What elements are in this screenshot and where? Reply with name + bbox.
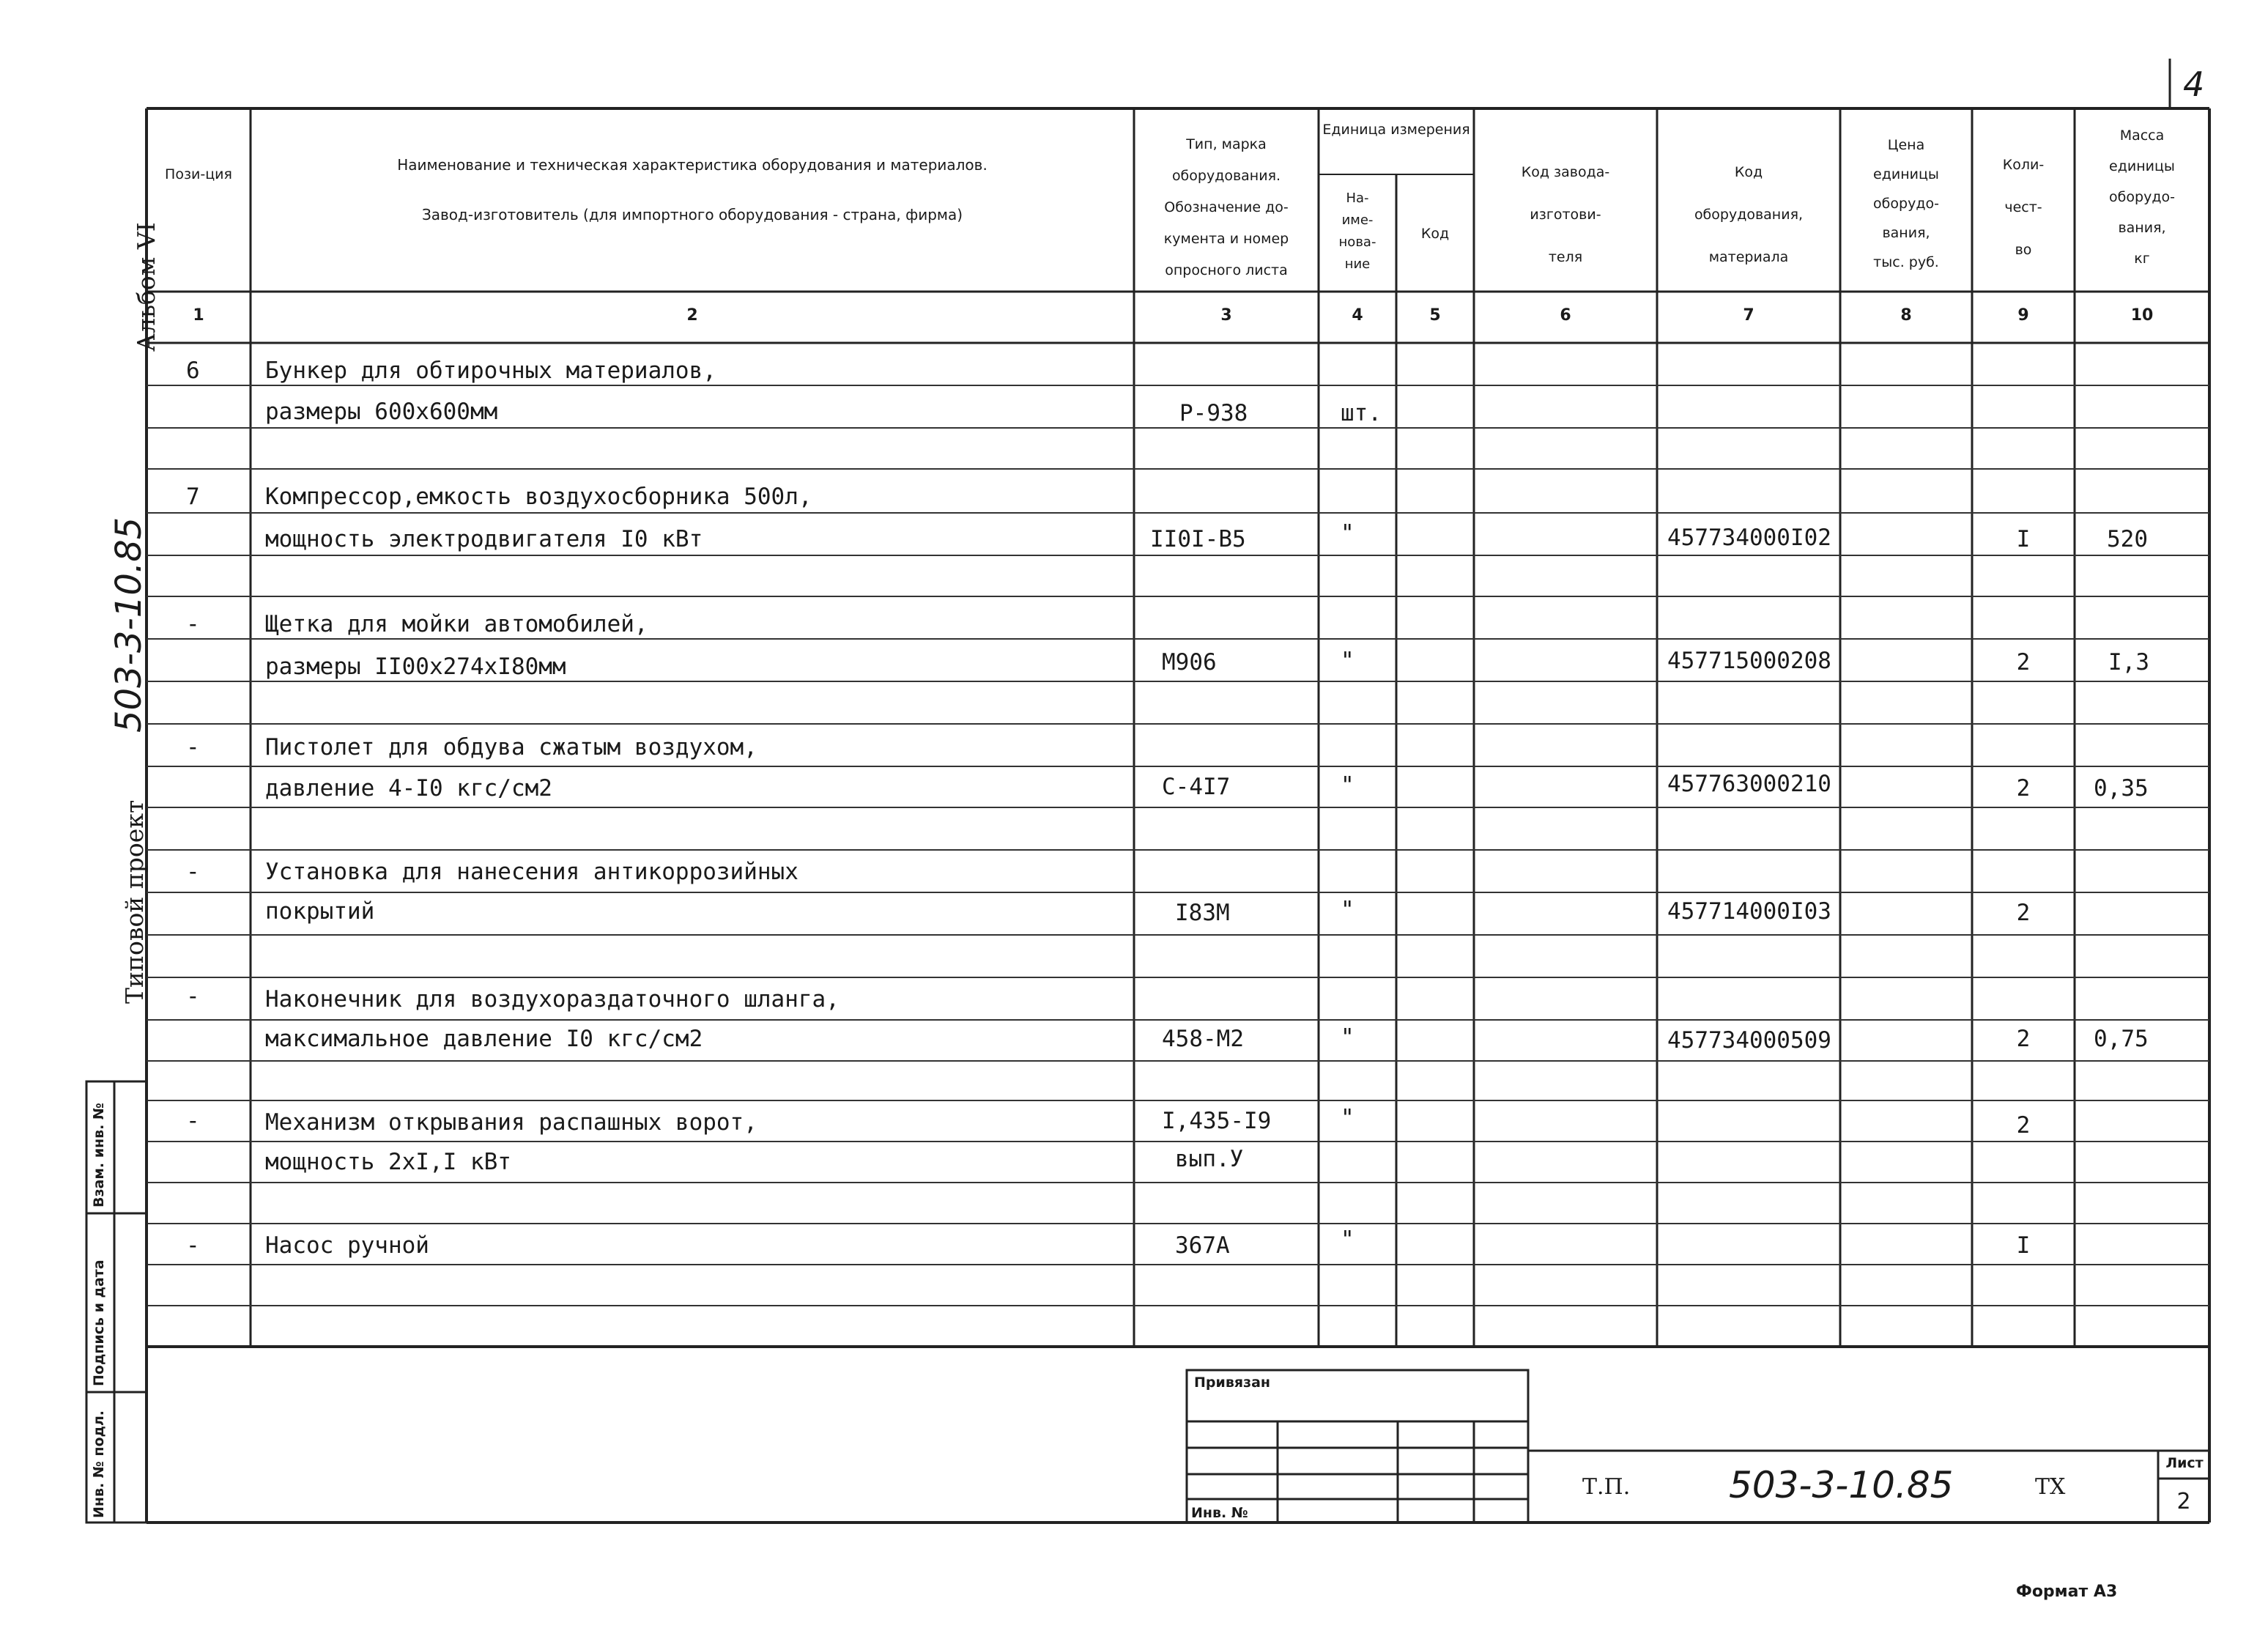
- header-type-line: кумента и номер: [1163, 231, 1289, 247]
- column-number: 3: [1220, 306, 1232, 325]
- row-name-line1: Компрессор,емкость воздухосборника 500л,: [265, 484, 812, 510]
- row-type: Р-938: [1179, 400, 1248, 426]
- row-name-line2: покрытий: [265, 898, 375, 925]
- side-label-project-number: 503-3-10.85: [108, 517, 149, 733]
- column-number: 5: [1429, 306, 1441, 325]
- side-label-typical-project: Типовой проект: [120, 799, 149, 1004]
- row-name-line1: Установка для нанесения антикоррозийных: [265, 859, 798, 885]
- row-code: 457734000509: [1667, 1027, 1831, 1054]
- header-quantity: [1972, 144, 2075, 271]
- header-price: [1840, 130, 1972, 277]
- row-position: -: [186, 734, 200, 761]
- column-number: 6: [1560, 306, 1571, 325]
- row-name-line1: Механизм открывания распашных ворот,: [265, 1109, 757, 1136]
- header-price-line: единицы: [1873, 166, 1939, 182]
- header-price-line: тыс. руб.: [1873, 254, 1939, 270]
- column-number: 4: [1352, 306, 1363, 325]
- row-code: 457715000208: [1667, 648, 1831, 674]
- row-type: М906: [1162, 649, 1217, 676]
- title-project-code: 503-3-10.85: [1729, 1464, 1954, 1506]
- title-inv-no: Инв. №: [1191, 1505, 1248, 1521]
- column-number: 1: [193, 306, 204, 325]
- row-position: -: [186, 983, 200, 1010]
- header-manufacturer-code-line: изготови-: [1530, 207, 1601, 223]
- row-mass: 0,75: [2094, 1026, 2149, 1052]
- row-unit: ": [1341, 1024, 1354, 1051]
- header-type-line: Тип, марка: [1186, 136, 1267, 152]
- row-qty: I: [2016, 1232, 2031, 1259]
- row-position: 6: [186, 358, 200, 384]
- header-unit-name: На-име-нова-ние: [1338, 190, 1376, 272]
- sheet-corner-number: 4: [2183, 64, 2205, 104]
- header-price-line: оборудо-: [1873, 196, 1939, 212]
- row-position: -: [186, 1232, 200, 1259]
- row-name-line1: Щетка для мойки автомобилей,: [265, 611, 648, 637]
- header-unit-code: Код: [1420, 226, 1450, 242]
- stamp-podpis-data: Подпись и дата: [91, 1259, 107, 1386]
- row-unit: ": [1341, 897, 1354, 923]
- row-position: -: [186, 611, 200, 637]
- row-name-line2: размеры II00х274хI80мм: [265, 654, 566, 680]
- row-type: 458-М2: [1162, 1026, 1244, 1052]
- header-mass: [2075, 120, 2209, 274]
- header-equipment-code-line: Код: [1734, 164, 1763, 180]
- column-number: 7: [1743, 306, 1754, 325]
- header-price-line: вания,: [1882, 225, 1930, 241]
- header-name-line1: Наименование и техническая характеристика оборудования и материалов.: [397, 156, 987, 174]
- header-position: Пози-ция: [165, 166, 232, 182]
- row-qty: 2: [2016, 1026, 2031, 1052]
- row-unit: ": [1341, 772, 1354, 799]
- row-name-line2: максимальное давление I0 кгс/см2: [265, 1026, 703, 1052]
- row-mass: 520: [2107, 526, 2148, 552]
- format-label: Формат А3: [2016, 1583, 2118, 1601]
- header-quantity-line: чест-: [2004, 199, 2042, 215]
- column-number: 2: [686, 306, 698, 325]
- row-type: С-4I7: [1162, 774, 1231, 800]
- row-type: II0I-В5: [1150, 526, 1246, 552]
- stamp-inv-podl: Инв. № подл.: [91, 1410, 107, 1518]
- header-type-line: оборудования.: [1171, 168, 1281, 184]
- row-qty: 2: [2016, 649, 2031, 676]
- row-qty: 2: [2016, 1112, 2031, 1139]
- title-privyazan: Привязан: [1194, 1375, 1271, 1391]
- header-type-line: Обозначение до-: [1164, 199, 1289, 215]
- column-number: 9: [2017, 306, 2029, 325]
- row-name-line1: Насос ручной: [265, 1232, 429, 1259]
- row-unit: ": [1341, 648, 1354, 674]
- row-name-line2: мощность электродвигателя I0 кВт: [265, 526, 703, 552]
- row-position: -: [186, 859, 200, 885]
- header-name-line2: Завод-изготовитель (для импортного оборудования - страна, фирма): [421, 206, 963, 223]
- row-type: I83М: [1175, 900, 1230, 926]
- column-number: 10: [2130, 306, 2154, 325]
- row-code: 457763000210: [1667, 771, 1831, 797]
- row-name-line2: мощность 2хI,I кВт: [265, 1149, 511, 1175]
- row-name-line1: Пистолет для обдува сжатым воздухом,: [265, 734, 757, 761]
- header-manufacturer-code-line: теля: [1548, 249, 1583, 265]
- header-price-line: Цена: [1887, 137, 1925, 153]
- row-unit: ": [1341, 1105, 1354, 1131]
- header-quantity-line: во: [2015, 242, 2032, 258]
- column-number: 8: [1900, 306, 1912, 325]
- header-type-line: опросного листа: [1165, 262, 1288, 278]
- row-type: 367А: [1175, 1232, 1230, 1259]
- header-manufacturer-code: [1474, 151, 1657, 278]
- row-position: 7: [186, 484, 200, 510]
- side-label-album: Альбом VI: [132, 222, 160, 352]
- row-mass: I,3: [2108, 649, 2149, 676]
- row-unit: ": [1341, 1227, 1354, 1253]
- header-equipment-code: [1657, 151, 1840, 278]
- header-mass-line: Масса: [2119, 127, 2165, 144]
- header-equipment-code-line: оборудования,: [1694, 207, 1804, 223]
- title-section: ТХ: [2035, 1474, 2066, 1500]
- header-manufacturer-code-line: Код завода-: [1521, 164, 1610, 180]
- header-unit: Единица измерения: [1322, 122, 1470, 138]
- row-qty: 2: [2016, 900, 2031, 926]
- row-code: 457714000I03: [1667, 898, 1831, 925]
- title-sheet-label: Лист: [2165, 1455, 2204, 1471]
- title-sheet-number: 2: [2176, 1489, 2191, 1514]
- stamp-vzam-inv: Взам. инв. №: [91, 1103, 107, 1207]
- row-name-line1: Наконечник для воздухораздаточного шланга,: [265, 986, 840, 1013]
- header-equipment-code-line: материала: [1708, 249, 1789, 265]
- row-mass: 0,35: [2094, 775, 2149, 802]
- header-type: [1134, 129, 1319, 286]
- row-position: -: [186, 1108, 200, 1134]
- title-tp: Т.П.: [1582, 1474, 1631, 1500]
- header-mass-line: оборудо-: [2109, 189, 2175, 205]
- row-type-line2: вып.У: [1175, 1146, 1244, 1172]
- row-name-line1: Бункер для обтирочных материалов,: [265, 358, 716, 384]
- row-name-line2: размеры 600х600мм: [265, 399, 498, 425]
- row-code: 457734000I02: [1667, 525, 1831, 551]
- row-name-line2: давление 4-I0 кгс/см2: [265, 775, 552, 802]
- row-unit: ": [1341, 520, 1354, 547]
- row-qty: 2: [2016, 775, 2031, 802]
- header-quantity-line: Коли-: [2002, 157, 2045, 173]
- header-mass-line: единицы: [2109, 158, 2175, 174]
- header-mass-line: вания,: [2118, 220, 2166, 236]
- row-type-line1: I,435-I9: [1162, 1108, 1272, 1134]
- row-qty: I: [2016, 526, 2031, 552]
- row-unit: шт.: [1341, 400, 1382, 426]
- header-mass-line: кг: [2134, 251, 2150, 267]
